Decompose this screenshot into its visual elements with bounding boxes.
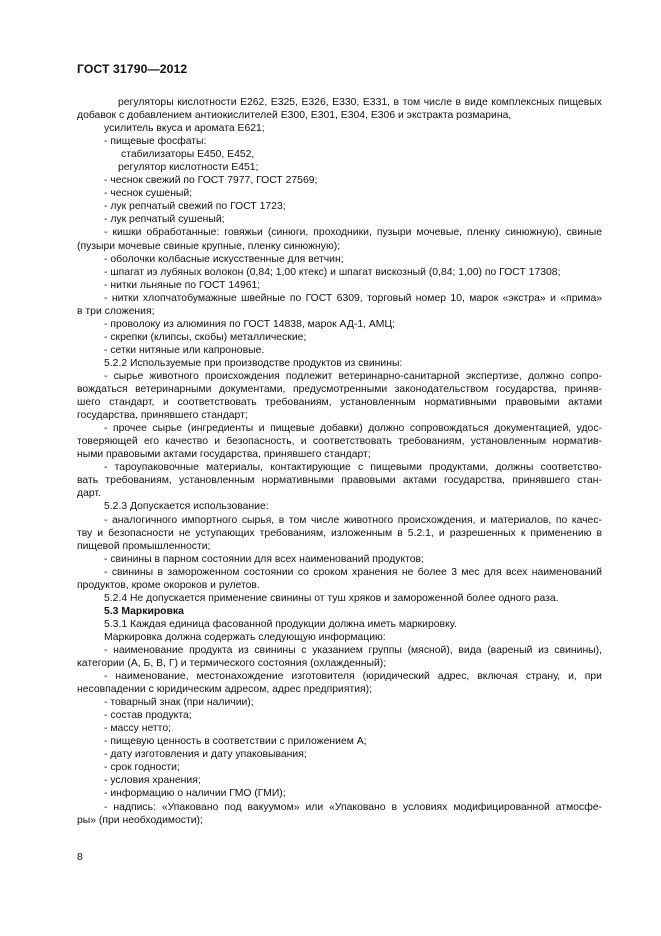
text-line: регуляторы кислотности Е262, Е325, Е326, Е330, Е331, в том числе в виде комплексных пищевых [118, 97, 602, 108]
text-line: усилитель вкуса и аромата Е621; [104, 123, 265, 135]
text-line: 5.3.1 Каждая единица фасованной продукции должна иметь маркировку. [104, 618, 457, 630]
text-line: 5.2.3 Допускается использование: [104, 501, 269, 513]
text-line: стабилизаторы Е450, Е452, [121, 149, 255, 161]
text-line: Маркировка должна содержать следующую информацию: [104, 631, 386, 643]
text-line: - массу нетто; [104, 723, 171, 735]
text-line: - условия хранения; [104, 775, 201, 787]
text-line: добавок с добавлением антиокислителей Е300, Е301, Е304, Е306 и экстракта розмарина, [77, 110, 512, 122]
text-line: 5.2.2 Используемые при производстве продуктов из свинины: [104, 357, 403, 369]
text-line: - пищевую ценность в соответствии с приложением А; [104, 736, 367, 748]
text-line: ными правовыми актами государства, принявшего стандарт; [77, 449, 371, 461]
text-line: продуктов, кроме окороков и рулетов. [77, 579, 260, 591]
text-line: 5.3 Маркировка [104, 605, 184, 617]
text-line: вождаться ветеринарными документами, предусмотренными законодательством государства, приняв- [77, 384, 602, 396]
text-line: - свинины в парном состоянии для всех наименований продуктов; [104, 553, 424, 565]
text-line: - аналогичного импортного сырья, в том числе животного происхождения, и материалов, по качес- [104, 514, 602, 526]
text-line: - свинины в замороженном состоянии со сроком хранения не более 3 мес для всех наименований [104, 566, 602, 578]
text-line: - лук репчатый свежий по ГОСТ 1723; [104, 201, 286, 213]
text-line: товеряющей его качество и безопасность, и соответствовать требованиям, установленным норматив- [77, 436, 602, 448]
text-line: категории (А, Б, В, Г) и термического состояния (охлажденный); [77, 658, 387, 670]
text-line: в три сложения; [77, 305, 155, 317]
text-line: - шпагат из лубяных волокон (0,84; 1,00 ктекс) и шпагат вискозный (0,84; 1,00) по ГОСТ 17308; [104, 266, 561, 278]
text-line: дарт. [77, 488, 101, 500]
text-line: - состав продукта; [104, 710, 192, 722]
text-line: ры» (при необходимости); [77, 814, 203, 826]
text-line: - сырье животного происхождения подлежит ветеринарно-санитарной экспертизе, должно сопро- [104, 370, 602, 382]
text-line: (пузыри мочевые свиные крупные, пленку синюжную); [77, 240, 341, 252]
text-line: тву и безопасности не уступающих требованиям, изложенным в 5.2.1, и разрешенных к применению в [77, 527, 602, 539]
text-line: шего стандарт, и соответствовать требованиям, установленным нормативными правовыми актами [77, 397, 602, 409]
text-line: регулятор кислотности Е451; [118, 162, 259, 174]
text-line: - пищевые фосфаты: [104, 136, 207, 148]
text-line: - лук репчатый сушеный; [104, 214, 225, 226]
text-line: - чеснок сушеный; [104, 188, 193, 200]
document-header: ГОСТ 31790—2012 [77, 62, 188, 76]
text-line: - нитки хлопчатобумажные швейные по ГОСТ 6309, торговый номер 10, марок «экстра» и «прима» [104, 292, 602, 304]
text-line: - нитки льняные по ГОСТ 14961; [104, 279, 261, 291]
text-line: - наименование продукта из свинины с указанием группы (мясной), вида (вареный из свинины), [104, 644, 602, 656]
document-body [77, 96, 602, 827]
page-number: 8 [77, 852, 83, 863]
text-line: - срок годности; [104, 762, 180, 774]
text-line: - тароупаковочные материалы, контактирующие с пищевыми продуктами, должны соответство- [104, 462, 602, 474]
text-line: - проволоку из алюминия по ГОСТ 14838, марок АД-1, АМЦ; [104, 318, 396, 330]
text-line: - наименование, местонахождение изготовителя (юридический адрес, включая страну, и, при [104, 671, 602, 683]
text-line: государства, принявшего стандарт; [77, 410, 248, 422]
text-line: вать требованиям, установленным нормативными правовыми актами государства, принявшего стан- [77, 475, 602, 487]
text-line: 5.2.4 Не допускается применение свинины от туш хряков и замороженной более одного раза. [104, 592, 559, 604]
text-line: - кишки обработанные: говяжьи (синюги, проходники, пузыри мочевые, пленку синюжную), свиные [104, 227, 602, 239]
text-line: - скрепки (клипсы, скобы) металлические; [104, 331, 307, 343]
text-line: несовпадении с юридическим адресом, адрес предприятия); [77, 684, 372, 696]
text-line: - надпись: «Упаковано под вакуумом» или «Упаковано в условиях модифицированной атмосфе- [104, 801, 602, 813]
text-line: пищевой промышленности; [77, 540, 211, 552]
text-line: - сетки нитяные или капроновые. [104, 344, 265, 356]
text-line: - дату изготовления и дату упаковывания; [104, 749, 307, 761]
text-line: - информацию о наличии ГМО (ГМИ); [104, 788, 286, 800]
text-line: - оболочки колбасные искусственные для ветчин; [104, 253, 344, 265]
text-line: - прочее сырье (ингредиенты и пищевые добавки) должно сопровождаться документацией, удос- [104, 423, 602, 435]
text-line: - товарный знак (при наличии); [104, 697, 254, 709]
text-line: - чеснок свежий по ГОСТ 7977, ГОСТ 27569; [104, 175, 318, 187]
